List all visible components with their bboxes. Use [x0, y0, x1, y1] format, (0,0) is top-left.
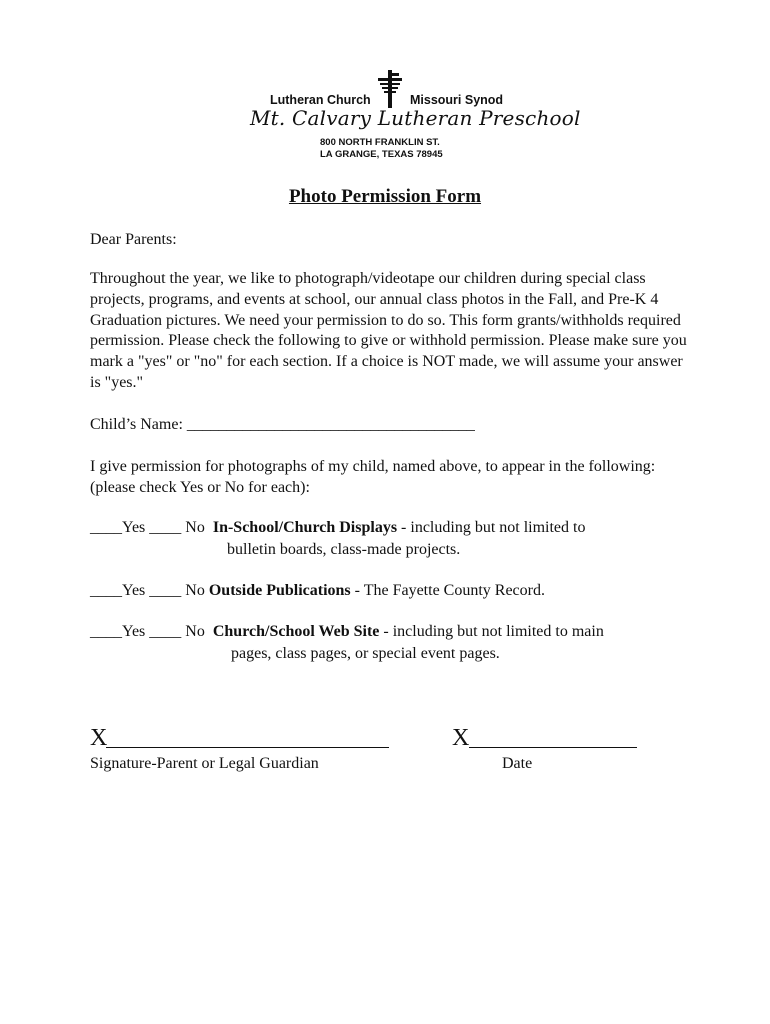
cross-logo-icon: [375, 70, 405, 108]
yes-blank[interactable]: ____Yes: [90, 519, 146, 536]
address-line-2: LA GRANGE, TEXAS 78945: [320, 149, 443, 160]
yes-blank[interactable]: ____Yes: [90, 623, 146, 640]
greeting: Dear Parents:: [90, 231, 177, 248]
child-name-field[interactable]: Child’s Name: ____________________________________: [90, 416, 475, 433]
option-web-site: [90, 622, 604, 643]
no-blank[interactable]: ____ No: [149, 519, 205, 536]
school-address: [320, 137, 443, 161]
option-heading: Church/School Web Site: [212, 623, 380, 640]
permission-statement: I give permission for photographs of my child, named above, to appear in the following: (please check Yes or No for each):: [90, 458, 656, 496]
signature-line[interactable]: [106, 747, 389, 748]
option-detail: - including but not limited to main: [379, 623, 604, 640]
signature-label: Signature-Parent or Legal Guardian: [90, 755, 319, 772]
option-detail: - The Fayette County Record.: [350, 582, 545, 599]
option-heading: In-School/Church Displays: [212, 519, 398, 536]
address-line-1: 800 NORTH FRANKLIN ST.: [320, 137, 440, 148]
date-label: Date: [502, 755, 533, 772]
no-blank[interactable]: ____ No: [149, 623, 205, 640]
school-name: Mt. Calvary Lutheran Preschool: [250, 106, 581, 130]
letterhead-left: Lutheran Church: [270, 93, 371, 107]
no-blank[interactable]: ____ No: [149, 582, 205, 599]
option-detail-line2: bulletin boards, class-made projects.: [227, 541, 461, 558]
date-mark: X: [452, 725, 470, 751]
intro-paragraph: Throughout the year, we like to photograph/videotape our children during special class projects, programs, and events at school, our annual class photos in the Fall, and Pre-K 4 Graduation pictures. We need your permission to do so. This form grants/withholds required permission. Please check the following to give or withhold permission. Please make sure you mark a "yes" or "no" for each section. If a choice is NOT made, we will assume your answer is "yes.": [90, 270, 687, 391]
option-detail-line2: pages, class pages, or special event pages.: [231, 645, 500, 662]
form-title: Photo Permission Form: [288, 186, 482, 207]
option-outside-publications: [90, 581, 545, 602]
letterhead-right: Missouri Synod: [410, 93, 504, 107]
signature-mark: X: [90, 725, 108, 751]
option-in-school-displays: [90, 518, 585, 539]
date-line[interactable]: [469, 747, 637, 748]
option-heading: Outside Publications: [208, 582, 351, 599]
yes-blank[interactable]: ____Yes: [90, 582, 146, 599]
option-detail: - including but not limited to: [397, 519, 586, 536]
